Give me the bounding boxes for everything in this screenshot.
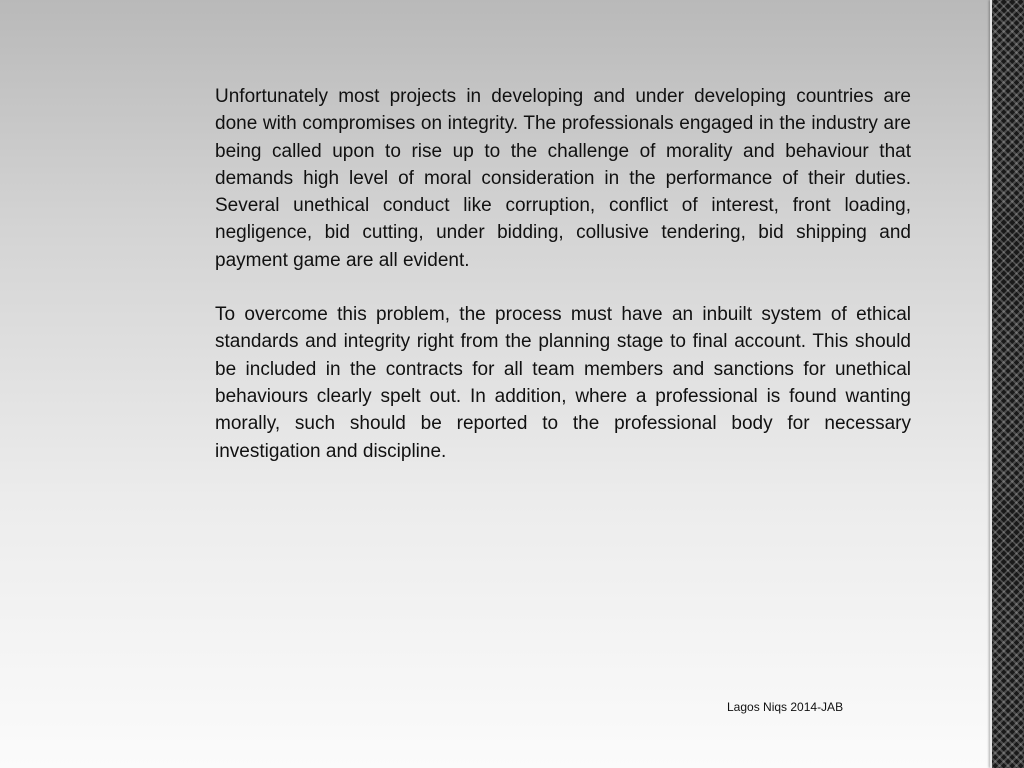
- paragraph-solution: To overcome this problem, the process must have an inbuilt system of ethical standards and integrity right from the planning stage to final account. This should be included in the contracts for all team members and sanctions for unethical behaviours clearly spelt out. In addition, where a professional is found wanting morally, such should be reported to the professional body for necessary investigation and discipline.: [215, 304, 911, 462]
- decorative-mesh-stripe: [992, 0, 1024, 768]
- paragraph-integrity-issues: Unfortunately most projects in developing and under developing countries are done with compromises on integrity. The professionals engaged in the industry are being called upon to rise up to the challenge of morality and behaviour that demands high level of moral consideration in the performance of their duties. Several unethical conduct like corruption, conflict of interest, front loading, negligence, bid cutting, under bidding, collusive tendering, bid shipping and payment game are all evident.: [215, 86, 911, 271]
- slide-body: [215, 83, 911, 465]
- slide-footer: Lagos Niqs 2014-JAB: [727, 700, 844, 714]
